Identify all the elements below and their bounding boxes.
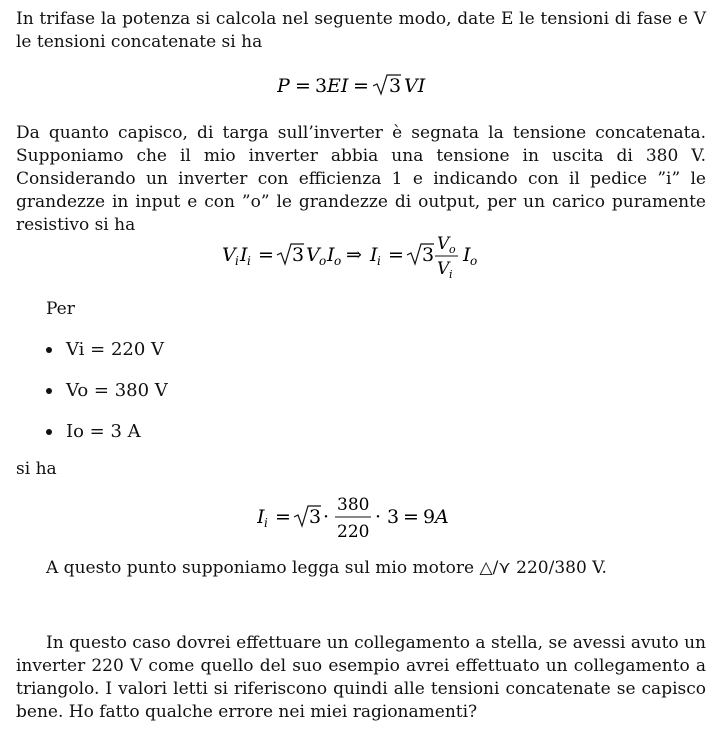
svg-text:o: o	[470, 254, 478, 268]
svg-text:I: I	[370, 244, 378, 266]
svg-text:V: V	[306, 244, 320, 266]
svg-text:⇒: ⇒	[346, 244, 362, 266]
bullet-text: Vi = 220 V	[66, 339, 165, 360]
svg-text:220: 220	[337, 522, 370, 542]
list-item	[46, 420, 168, 461]
svg-text:i: i	[235, 254, 239, 268]
svg-text:P: P	[277, 75, 290, 97]
svg-text:V: V	[437, 259, 450, 279]
inverter-paragraph: Da quanto capisco, di targa sull’inverter è segnata la tensione concatenata. Supponiamo che il mio inverter abbia una tensione in uscita di 380 V. Considerando un inverter con efficienza 1 e indicando con il pedice ”i” le grandezze in input e con ”o” le grandezze di output, per un carico puramente resistivo si ha	[16, 123, 706, 235]
svg-text:·: ·	[323, 506, 330, 528]
motore-line: A questo punto supponiamo legga sul mio motore △/⋎ 220/380 V.	[46, 558, 607, 578]
svg-text:V: V	[437, 234, 450, 254]
svg-text:i: i	[449, 268, 453, 280]
currents-equation	[0, 232, 724, 280]
svg-text:=: =	[353, 75, 369, 97]
svg-text:EI: EI	[327, 75, 349, 97]
bullet-icon	[46, 429, 52, 435]
svg-text:3: 3	[315, 75, 328, 97]
result-equation	[0, 492, 724, 542]
currents-equation-render	[222, 232, 502, 280]
bullet-text: Vo = 380 V	[66, 380, 168, 401]
svg-text:=: =	[275, 506, 291, 528]
result-equation-render	[257, 492, 467, 542]
svg-text:I: I	[240, 244, 248, 266]
svg-text:3: 3	[387, 506, 400, 528]
svg-text:3: 3	[389, 75, 402, 97]
svg-text:A: A	[435, 506, 449, 528]
svg-text:o: o	[319, 254, 327, 268]
svg-text:V: V	[222, 244, 236, 266]
power-equation	[0, 72, 724, 100]
svg-text:3: 3	[422, 244, 435, 266]
svg-text:9: 9	[423, 506, 436, 528]
per-label: Per	[46, 299, 75, 319]
svg-text:=: =	[388, 244, 404, 266]
svg-text:3: 3	[292, 244, 305, 266]
power-equation-render	[277, 72, 447, 100]
svg-text:=: =	[258, 244, 274, 266]
svg-text:i: i	[264, 516, 268, 530]
intro-paragraph: In trifase la potenza si calcola nel seguente modo, date E le tensioni di fase e V le tensioni concatenate si ha	[16, 9, 706, 52]
svg-text:i: i	[377, 254, 381, 268]
svg-text:o: o	[449, 243, 456, 256]
svg-text:380: 380	[337, 495, 370, 515]
svg-text:=: =	[403, 506, 419, 528]
bullet-icon	[46, 347, 52, 353]
bullet-icon	[46, 388, 52, 394]
bullet-text: Io = 3 A	[66, 421, 141, 442]
si-ha-label: si ha	[16, 459, 57, 479]
values-list	[46, 338, 168, 461]
svg-text:i: i	[247, 254, 251, 268]
svg-text:I: I	[463, 244, 471, 266]
list-item	[46, 379, 168, 420]
svg-text:I: I	[327, 244, 335, 266]
svg-text:·: ·	[375, 506, 382, 528]
svg-text:VI: VI	[404, 75, 426, 97]
svg-text:3: 3	[309, 506, 322, 528]
svg-text:=: =	[295, 75, 311, 97]
conclusion-paragraph: In questo caso dovrei effettuare un collegamento a stella, se avessi avuto un inverter 220 V come quello del suo esempio avrei effettuato un collegamento a triangolo. I valori letti si riferiscono quindi alle tensioni concatenate se capisco bene. Ho fatto qualche errore nei miei ragionamenti?	[16, 633, 706, 722]
svg-text:I: I	[257, 506, 265, 528]
list-item	[46, 338, 168, 379]
svg-text:o: o	[334, 254, 342, 268]
